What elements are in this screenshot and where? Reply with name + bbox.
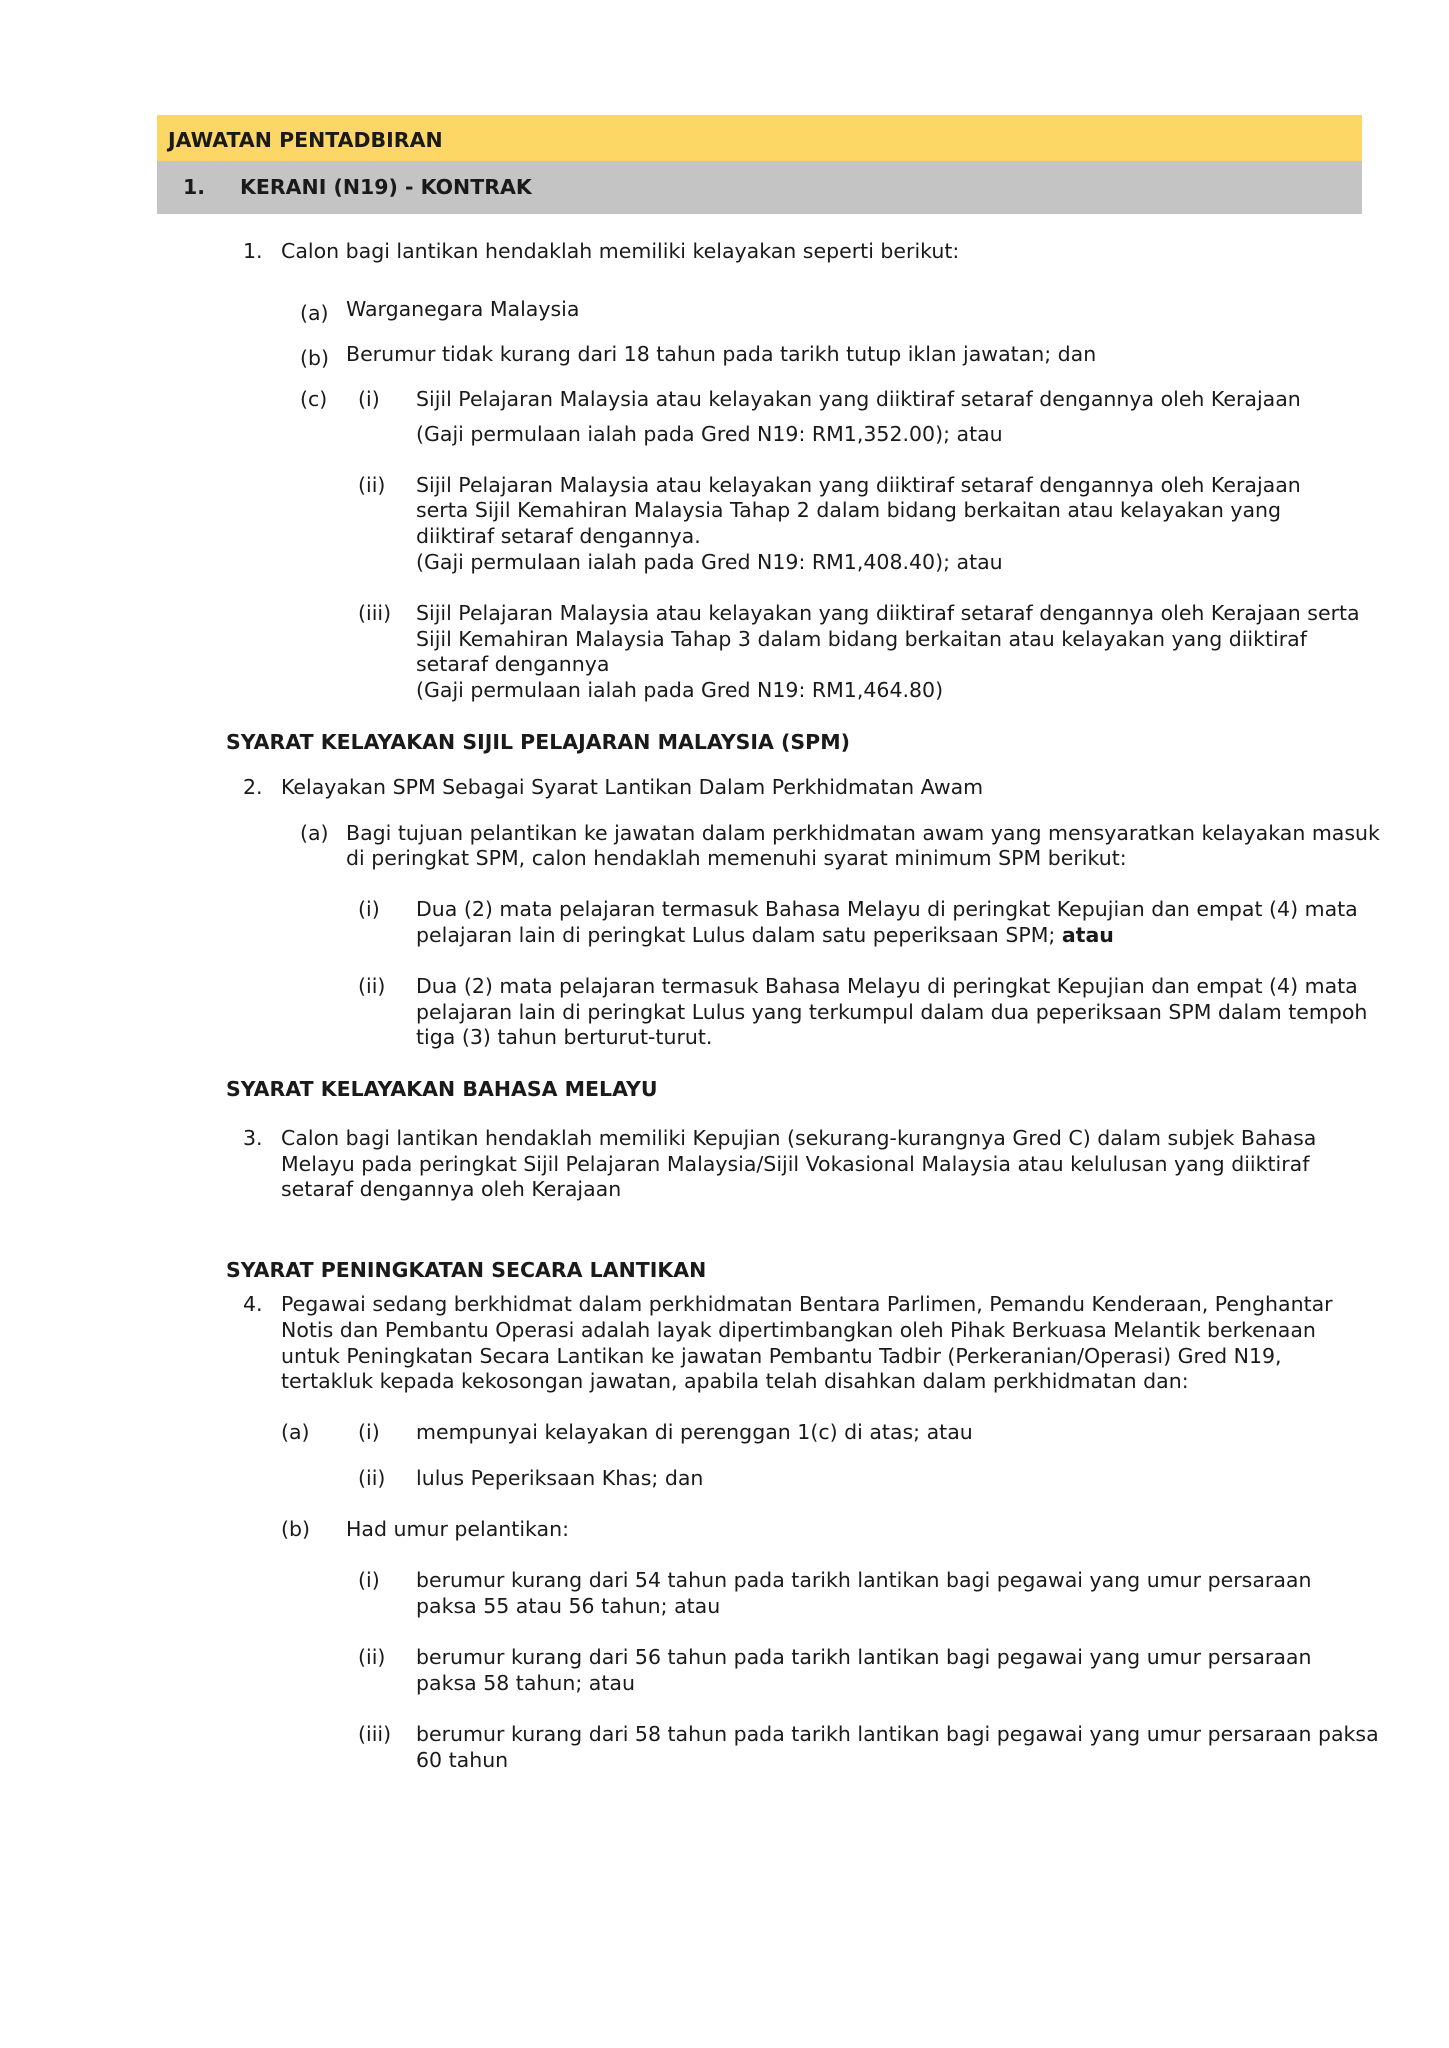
sec1-c-i-line1: Sijil Pelajaran Malaysia atau kelayakan yang diiktiraf setaraf dengannya oleh Kerajaan [416,387,1301,411]
sec4-line4: tertakluk kepada kekosongan jawatan, apabila telah disahkan dalam perkhidmatan dan: [281,1369,1189,1393]
sec1-c-ii-label: (ii) [358,473,386,497]
sec4-b-i-label: (i) [358,1568,380,1592]
sec1-a-text: Warganegara Malaysia [346,297,580,321]
sec1-c-i-label: (i) [358,387,380,411]
sec2-heading: SYARAT KELAYAKAN SIJIL PELAJARAN MALAYSIA (SPM) [226,730,850,754]
sec4-b-text: Had umur pelantikan: [346,1517,569,1541]
sec1-c-iii-line2: Sijil Kemahiran Malaysia Tahap 3 dalam bidang berkaitan atau kelayakan yang diiktiraf [416,627,1307,651]
sec1-c-ii-line3: diiktiraf setaraf dengannya. [416,524,701,548]
sec4-a-ii-text: lulus Peperiksaan Khas; dan [416,1466,704,1490]
sec1-c-iii-line4: (Gaji permulaan ialah pada Gred N19: RM1,464.80) [416,678,944,702]
sec1-c-iii-line3: setaraf dengannya [416,652,610,676]
sec2-title: Kelayakan SPM Sebagai Syarat Lantikan Dalam Perkhidmatan Awam [281,775,984,799]
sec4-b-i-line2: paksa 55 atau 56 tahun; atau [416,1594,721,1618]
sec4-b-iii-line2: 60 tahun [416,1748,509,1772]
sec1-c-ii-line4: (Gaji permulaan ialah pada Gred N19: RM1,408.40); atau [416,550,1003,574]
sec2-number: 2. [243,775,263,799]
sec4-line2: Notis dan Pembantu Operasi adalah layak dipertimbangkan oleh Pihak Berkuasa Melantik berkenaan [281,1318,1316,1342]
sec2-i-line1: Dua (2) mata pelajaran termasuk Bahasa Melayu di peringkat Kepujian dan empat (4) mata [416,897,1358,921]
sec3-number: 3. [243,1126,263,1150]
category-heading: JAWATAN PENTADBIRAN [168,128,443,152]
post-title: KERANI (N19) - KONTRAK [240,175,532,199]
sec1-b-text: Berumur tidak kurang dari 18 tahun pada tarikh tutup iklan jawatan; dan [346,342,1097,366]
sec1-a-label: (a) [300,301,329,325]
sec2-i-line2 [416,922,1114,948]
post-number: 1. [183,175,206,199]
sec4-line1: Pegawai sedang berkhidmat dalam perkhidmatan Bentara Parlimen, Pemandu Kenderaan, Penghantar [281,1292,1333,1316]
sec4-b-ii-line2: paksa 58 tahun; atau [416,1671,635,1695]
sec2-i-label: (i) [358,897,380,921]
sec2-ii-line1: Dua (2) mata pelajaran termasuk Bahasa Melayu di peringkat Kepujian dan empat (4) mata [416,974,1358,998]
sec2-i-line2-text: pelajaran lain di peringkat Lulus dalam satu peperiksaan SPM; [416,923,1056,947]
sec2-ii-line2: pelajaran lain di peringkat Lulus yang terkumpul dalam dua peperiksaan SPM dalam tempoh [416,1000,1368,1024]
sec1-b-label: (b) [300,346,330,370]
sec4-b-i-line1: berumur kurang dari 54 tahun pada tarikh lantikan bagi pegawai yang umur persaraan [416,1568,1312,1592]
sec4-b-iii-line1: berumur kurang dari 58 tahun pada tarikh lantikan bagi pegawai yang umur persaraan paksa [416,1722,1379,1746]
sec4-a-label: (a) [281,1420,310,1444]
sec4-b-iii-label: (iii) [358,1722,392,1746]
sec4-a-i-label: (i) [358,1420,380,1444]
sec4-b-label: (b) [281,1517,311,1541]
sec4-a-i-text: mempunyai kelayakan di perenggan 1(c) di atas; atau [416,1420,973,1444]
sec4-b-ii-label: (ii) [358,1645,386,1669]
sec1-c-iii-line1: Sijil Pelajaran Malaysia atau kelayakan yang diiktiraf setaraf dengannya oleh Kerajaan serta [416,601,1360,625]
sec3-line1: Calon bagi lantikan hendaklah memiliki Kepujian (sekurang-kurangnya Gred C) dalam subjek Bahasa [281,1126,1317,1150]
sec2-ii-label: (ii) [358,974,386,998]
sec1-c-label: (c) [300,387,328,411]
sec2-a-label: (a) [300,821,329,845]
sec2-a-line1: Bagi tujuan pelantikan ke jawatan dalam perkhidmatan awam yang mensyaratkan kelayakan masuk [346,821,1380,845]
sec4-heading: SYARAT PENINGKATAN SECARA LANTIKAN [226,1258,707,1282]
sec4-b-ii-line1: berumur kurang dari 56 tahun pada tarikh lantikan bagi pegawai yang umur persaraan [416,1645,1312,1669]
sec2-a-line2: di peringkat SPM, calon hendaklah memenuhi syarat minimum SPM berikut: [346,846,1127,870]
sec3-heading: SYARAT KELAYAKAN BAHASA MELAYU [226,1077,658,1101]
sec1-c-i-line2: (Gaji permulaan ialah pada Gred N19: RM1,352.00); atau [416,422,1003,446]
sec3-line2: Melayu pada peringkat Sijil Pelajaran Malaysia/Sijil Vokasional Malaysia atau kelulusan yang diiktiraf [281,1152,1310,1176]
sec4-a-ii-label: (ii) [358,1466,386,1490]
sec4-number: 4. [243,1292,263,1316]
sec1-intro: Calon bagi lantikan hendaklah memiliki kelayakan seperti berikut: [281,239,960,263]
sec1-c-ii-line1: Sijil Pelajaran Malaysia atau kelayakan yang diiktiraf setaraf dengannya oleh Kerajaan [416,473,1301,497]
sec4-line3: untuk Peningkatan Secara Lantikan ke jawatan Pembantu Tadbir (Perkeranian/Operasi) Gred N19, [281,1344,1282,1368]
sec1-c-iii-label: (iii) [358,601,392,625]
sec1-number: 1. [243,239,263,263]
sec2-i-or: atau [1061,923,1114,947]
sec2-ii-line3: tiga (3) tahun berturut-turut. [416,1025,713,1049]
sec3-line3: setaraf dengannya oleh Kerajaan [281,1177,622,1201]
sec1-c-ii-line2: serta Sijil Kemahiran Malaysia Tahap 2 dalam bidang berkaitan atau kelayakan yang [416,498,1282,522]
